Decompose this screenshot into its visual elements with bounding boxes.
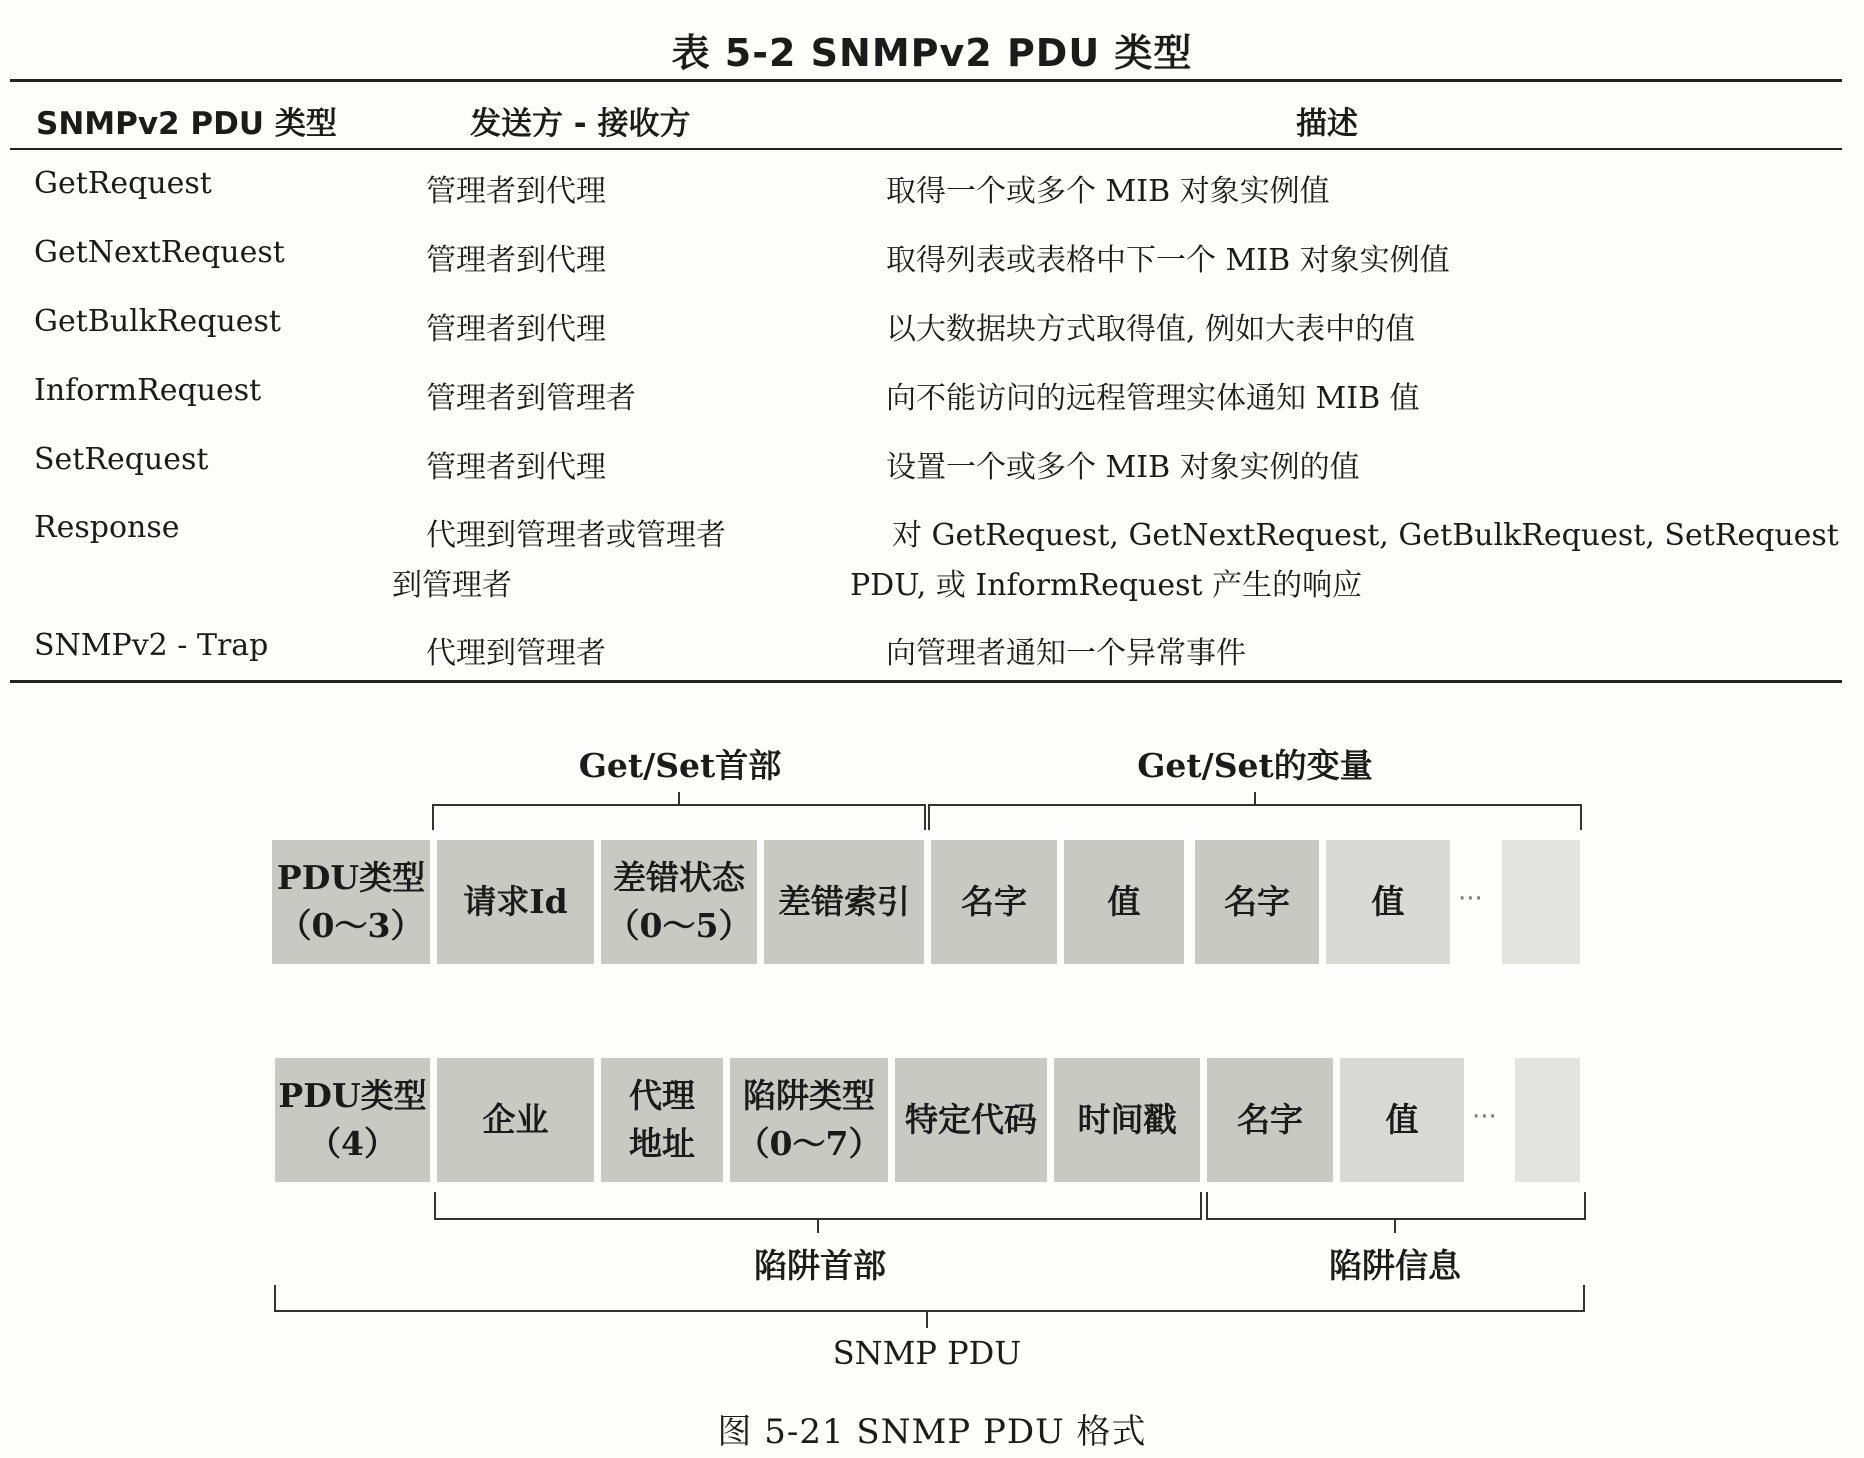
trailing-field	[1515, 1058, 1580, 1182]
table-title: 表 5-2 SNMPv2 PDU 类型	[671, 31, 1193, 75]
row-description: 向不能访问的远程管理实体通知 MIB 值	[886, 381, 1420, 416]
row-type: InformRequest	[34, 373, 262, 408]
row-description: 对 GetRequest, GetNextRequest, GetBulkRequest, SetRequest	[892, 518, 1839, 553]
trap-info-bracket	[1207, 1192, 1585, 1219]
trap-header-bracket	[435, 1192, 1201, 1219]
row-direction: 代理到管理者	[426, 636, 606, 671]
var-name-field: 名字	[1195, 840, 1319, 964]
header-pdu-type: SNMPv2 PDU 类型	[36, 106, 337, 142]
header-description: 描述	[1296, 106, 1358, 142]
row-type: SetRequest	[34, 442, 209, 477]
row-description-continued: PDU, 或 InformRequest 产生的响应	[850, 568, 1363, 603]
pdu-type-field: PDU类型 （0～3）	[272, 840, 430, 964]
get-set-vars-bracket	[929, 805, 1581, 830]
enterprise-field: 企业	[437, 1058, 594, 1182]
row-type: GetRequest	[34, 166, 212, 201]
row-description: 取得一个或多个 MIB 对象实例值	[886, 174, 1330, 209]
ellipsis: ···	[1472, 1102, 1497, 1132]
snmp-pdu-label: SNMP PDU	[832, 1334, 1022, 1372]
var-value-field: 值	[1326, 840, 1450, 964]
agent-address-field: 代理 地址	[601, 1058, 723, 1182]
row-direction: 管理者到代理	[426, 174, 606, 209]
trap-type-field: 陷阱类型 （0～7）	[730, 1058, 888, 1182]
trap-header-label: 陷阱首部	[754, 1246, 886, 1285]
row-description: 设置一个或多个 MIB 对象实例的值	[886, 450, 1360, 485]
trap-pdu-type-field: PDU类型 （4）	[275, 1058, 430, 1182]
ellipsis: ···	[1458, 884, 1483, 914]
row-type: GetNextRequest	[34, 235, 285, 270]
row-direction: 管理者到管理者	[426, 381, 636, 416]
row-direction: 管理者到代理	[426, 312, 606, 347]
row-type: Response	[34, 510, 180, 545]
row-direction: 管理者到代理	[426, 243, 606, 278]
row-direction: 管理者到代理	[426, 450, 606, 485]
row-direction-continued: 到管理者	[392, 568, 512, 603]
var-name-field: 名字	[1207, 1058, 1333, 1182]
var-value-field: 值	[1064, 840, 1184, 964]
var-name-field: 名字	[931, 840, 1057, 964]
get-set-header-bracket	[433, 805, 925, 830]
specific-code-field: 特定代码	[895, 1058, 1047, 1182]
row-type: GetBulkRequest	[34, 304, 281, 339]
row-description: 以大数据块方式取得值, 例如大表中的值	[886, 312, 1416, 347]
row-description: 向管理者通知一个异常事件	[886, 636, 1246, 671]
row-type: SNMPv2 - Trap	[34, 628, 269, 663]
row-description: 取得列表或表格中下一个 MIB 对象实例值	[886, 243, 1450, 278]
error-index-field: 差错索引	[764, 840, 924, 964]
get-set-vars-label: Get/Set的变量	[1137, 746, 1373, 785]
trailing-field	[1502, 840, 1580, 964]
snmp-pdu-bracket	[275, 1285, 1584, 1311]
timestamp-field: 时间戳	[1054, 1058, 1200, 1182]
header-sender-receiver: 发送方 - 接收方	[470, 106, 691, 142]
row-direction: 代理到管理者或管理者	[426, 518, 726, 553]
error-status-field: 差错状态 （0～5）	[601, 840, 757, 964]
get-set-header-label: Get/Set首部	[578, 746, 782, 785]
request-id-field: 请求Id	[437, 840, 594, 964]
figure-caption: 图 5-21 SNMP PDU 格式	[717, 1412, 1147, 1452]
var-value-field: 值	[1340, 1058, 1464, 1182]
trap-info-label: 陷阱信息	[1329, 1246, 1461, 1285]
